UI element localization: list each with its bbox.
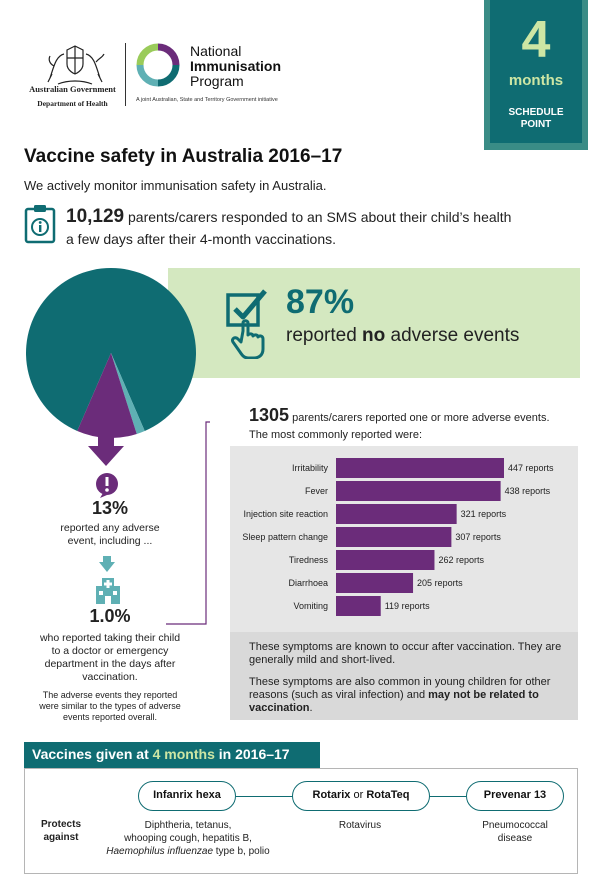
nip-line-2: Immunisation xyxy=(190,58,282,74)
bar xyxy=(336,481,501,501)
doctor-label: who reported taking their child to a doctor or emergency department in the days after vaccination. xyxy=(39,632,181,683)
symptoms-note-1: These symptoms are known to occur after vaccination. They are generally mild and short-lived. xyxy=(249,641,562,666)
prevenar-protects: Pneumococcal disease xyxy=(482,820,548,844)
no-events-label: reported no adverse events xyxy=(286,325,520,346)
nip-title xyxy=(190,44,281,89)
nip-subtitle: A joint Australian, State and Territory Government initiative xyxy=(136,97,278,103)
responses-text: 10,129 parents/carers responded to an SMS about their child’s health a few days after their 4-month vaccinations. xyxy=(66,206,512,247)
clipboard-info-icon xyxy=(24,204,56,244)
infanrix-protects: Diphtheria, tetanus, whooping cough, hepatitis B, Haemophilus influenzae type b, polio xyxy=(106,820,270,857)
bar-category-label: Diarrhoea xyxy=(288,578,328,588)
bar-value-label: 205 reports xyxy=(417,578,463,588)
nip-ring-logo xyxy=(136,43,180,87)
department-name: Department of Health xyxy=(37,99,108,108)
protects-against-label: Protects against xyxy=(40,819,81,843)
government-label xyxy=(20,84,125,108)
nip-line-1: National xyxy=(190,43,242,59)
bar-category-label: Injection site reaction xyxy=(243,509,328,519)
schedule-label: SCHEDULE POINT xyxy=(508,107,564,130)
bar-value-label: 262 reports xyxy=(438,555,485,565)
bar xyxy=(336,504,457,524)
bar-value-label: 119 reports xyxy=(384,601,430,611)
responses-count: 10,129 xyxy=(66,206,125,227)
header-divider xyxy=(125,43,126,106)
schedule-unit: months xyxy=(508,72,564,89)
bar xyxy=(336,458,504,478)
bar-category-label: Tiredness xyxy=(288,555,328,565)
bar xyxy=(336,550,434,570)
bar-category-label: Sleep pattern change xyxy=(242,532,328,542)
hospital-icon xyxy=(94,576,122,604)
down-arrow-icon xyxy=(88,432,124,466)
nip-line-3: Program xyxy=(190,73,244,89)
symptoms-note-2: These symptoms are also common in young children for other reasons (such as viral infection) and may not be related to vaccination. xyxy=(249,676,551,714)
government-name: Australian Government xyxy=(29,84,116,94)
reports-subtext: The most commonly reported were: xyxy=(249,429,423,441)
connector-line xyxy=(166,413,210,625)
page-title: Vaccine safety in Australia 2016–17 xyxy=(24,146,343,167)
any-events-label: reported any adverse event, including ... xyxy=(60,522,160,547)
vaccine-infanrix-pill: Infanrix hexa xyxy=(138,781,236,811)
bar xyxy=(336,573,413,593)
vaccines-title: Vaccines given at 4 months in 2016–17 xyxy=(32,746,290,762)
exclamation-icon xyxy=(94,472,120,498)
doctor-note: The adverse events they reported were similar to the types of adverse events reported overall. xyxy=(39,690,181,722)
bar-category-label: Irritability xyxy=(291,463,328,473)
doctor-percent: 1.0% xyxy=(89,606,131,626)
coat-of-arms-logo xyxy=(40,44,110,88)
no-events-percent: 87% xyxy=(286,283,355,321)
reports-count: 1305 xyxy=(249,405,290,425)
checkbox-hand-icon xyxy=(225,287,271,359)
bar-value-label: 438 reports xyxy=(504,486,551,496)
any-events-percent: 13% xyxy=(91,498,129,518)
page-subtitle: We actively monitor immunisation safety in Australia. xyxy=(24,178,327,193)
bar-value-label: 307 reports xyxy=(455,532,501,542)
vaccine-rotavirus-pill: Rotarix or RotaTeq xyxy=(292,781,430,811)
bar-category-label: Fever xyxy=(304,486,328,496)
vaccine-prevenar-pill: Prevenar 13 xyxy=(466,781,564,811)
bar xyxy=(336,596,381,616)
bar-value-label: 321 reports xyxy=(460,509,507,519)
rotavirus-protects: Rotavirus xyxy=(338,820,382,831)
bar-value-label: 447 reports xyxy=(508,463,554,473)
schedule-number: 4 xyxy=(521,11,551,69)
symptoms-bar-chart xyxy=(230,446,578,632)
reports-text: 1305 parents/carers reported one or more adverse events. xyxy=(249,405,550,425)
bar xyxy=(336,527,451,547)
schedule-point-badge xyxy=(484,0,588,150)
bar-category-label: Vomiting xyxy=(293,601,328,611)
down-arrow-small-icon xyxy=(99,556,115,572)
